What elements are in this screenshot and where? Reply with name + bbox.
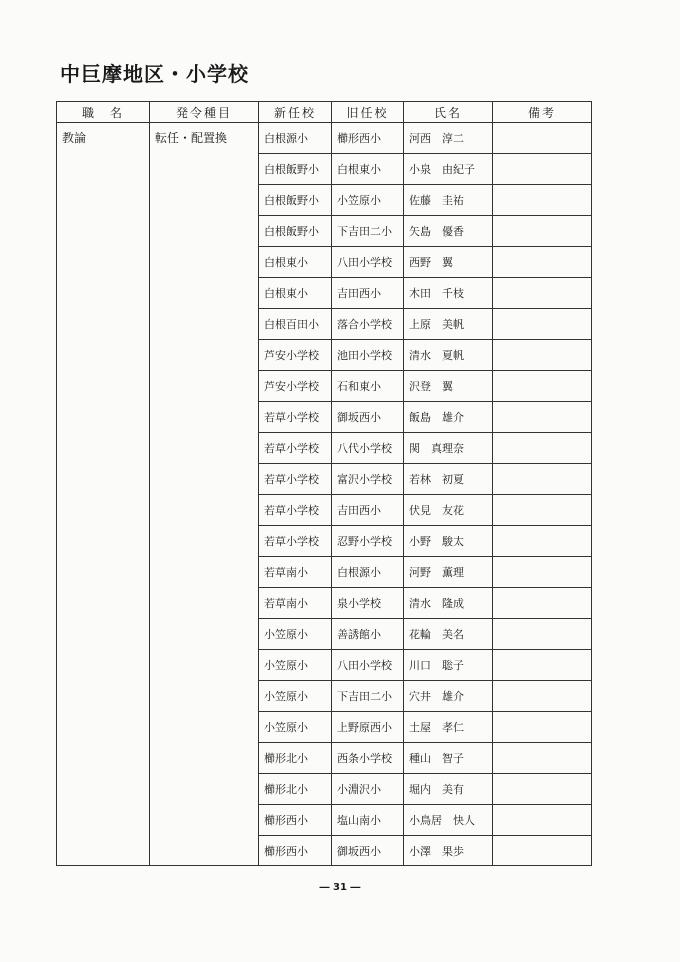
table-header-row xyxy=(57,102,592,123)
new-school-cell: 櫛形西小 xyxy=(259,836,332,866)
note-cell xyxy=(493,712,592,743)
name-cell: 西野 翼 xyxy=(404,247,493,278)
new-school-cell: 若草小学校 xyxy=(259,495,332,526)
old-school-cell: 八田小学校 xyxy=(332,247,404,278)
new-school-cell: 櫛形北小 xyxy=(259,774,332,805)
note-cell xyxy=(493,123,592,154)
old-school-cell: 小笠原小 xyxy=(332,185,404,216)
new-school-cell: 白根源小 xyxy=(259,123,332,154)
header-old-school: 旧任校 xyxy=(332,102,404,123)
note-cell xyxy=(493,526,592,557)
new-school-cell: 若草南小 xyxy=(259,588,332,619)
name-cell: 若林 初夏 xyxy=(404,464,493,495)
note-cell xyxy=(493,464,592,495)
name-cell: 小野 駿太 xyxy=(404,526,493,557)
old-school-cell: 八代小学校 xyxy=(332,433,404,464)
note-cell xyxy=(493,619,592,650)
note-cell xyxy=(493,681,592,712)
old-school-cell: 白根東小 xyxy=(332,154,404,185)
position-cell: 教論 xyxy=(57,123,150,866)
action-type-cell: 転任・配置換 xyxy=(150,123,259,866)
note-cell xyxy=(493,185,592,216)
header-note: 備考 xyxy=(493,102,592,123)
new-school-cell: 白根飯野小 xyxy=(259,154,332,185)
note-cell xyxy=(493,495,592,526)
note-cell xyxy=(493,371,592,402)
note-cell xyxy=(493,805,592,836)
new-school-cell: 芦安小学校 xyxy=(259,340,332,371)
new-school-cell: 白根飯野小 xyxy=(259,185,332,216)
old-school-cell: 西条小学校 xyxy=(332,743,404,774)
old-school-cell: 落合小学校 xyxy=(332,309,404,340)
note-cell xyxy=(493,154,592,185)
note-cell xyxy=(493,836,592,866)
note-cell xyxy=(493,340,592,371)
old-school-cell: 下吉田二小 xyxy=(332,681,404,712)
name-cell: 穴井 雄介 xyxy=(404,681,493,712)
name-cell: 清水 夏帆 xyxy=(404,340,493,371)
old-school-cell: 石和東小 xyxy=(332,371,404,402)
name-cell: 小澤 果歩 xyxy=(404,836,493,866)
note-cell xyxy=(493,309,592,340)
old-school-cell: 塩山南小 xyxy=(332,805,404,836)
new-school-cell: 小笠原小 xyxy=(259,650,332,681)
new-school-cell: 白根東小 xyxy=(259,278,332,309)
old-school-cell: 善誘館小 xyxy=(332,619,404,650)
old-school-cell: 白根源小 xyxy=(332,557,404,588)
name-cell: 河西 淳二 xyxy=(404,123,493,154)
new-school-cell: 櫛形西小 xyxy=(259,805,332,836)
table-row xyxy=(57,123,592,154)
old-school-cell: 小淵沢小 xyxy=(332,774,404,805)
new-school-cell: 小笠原小 xyxy=(259,712,332,743)
old-school-cell: 吉田西小 xyxy=(332,495,404,526)
note-cell xyxy=(493,278,592,309)
new-school-cell: 若草小学校 xyxy=(259,464,332,495)
note-cell xyxy=(493,588,592,619)
name-cell: 上原 美帆 xyxy=(404,309,493,340)
old-school-cell: 上野原西小 xyxy=(332,712,404,743)
old-school-cell: 御坂西小 xyxy=(332,402,404,433)
new-school-cell: 芦安小学校 xyxy=(259,371,332,402)
old-school-cell: 御坂西小 xyxy=(332,836,404,866)
name-cell: 伏見 友花 xyxy=(404,495,493,526)
header-new-school: 新任校 xyxy=(259,102,332,123)
name-cell: 清水 隆成 xyxy=(404,588,493,619)
new-school-cell: 若草南小 xyxy=(259,557,332,588)
name-cell: 沢登 翼 xyxy=(404,371,493,402)
new-school-cell: 小笠原小 xyxy=(259,619,332,650)
note-cell xyxy=(493,216,592,247)
old-school-cell: 忍野小学校 xyxy=(332,526,404,557)
new-school-cell: 白根東小 xyxy=(259,247,332,278)
old-school-cell: 下吉田二小 xyxy=(332,216,404,247)
personnel-table xyxy=(56,101,592,866)
old-school-cell: 富沢小学校 xyxy=(332,464,404,495)
name-cell: 小鳥居 快人 xyxy=(404,805,493,836)
note-cell xyxy=(493,402,592,433)
name-cell: 木田 千枝 xyxy=(404,278,493,309)
new-school-cell: 若草小学校 xyxy=(259,402,332,433)
note-cell xyxy=(493,650,592,681)
new-school-cell: 小笠原小 xyxy=(259,681,332,712)
page-number: ― 31 ― xyxy=(319,882,361,893)
old-school-cell: 吉田西小 xyxy=(332,278,404,309)
new-school-cell: 櫛形北小 xyxy=(259,743,332,774)
name-cell: 河野 薫理 xyxy=(404,557,493,588)
name-cell: 飯島 雄介 xyxy=(404,402,493,433)
note-cell xyxy=(493,774,592,805)
note-cell xyxy=(493,743,592,774)
note-cell xyxy=(493,247,592,278)
name-cell: 堀内 美有 xyxy=(404,774,493,805)
name-cell: 川口 聡子 xyxy=(404,650,493,681)
old-school-cell: 櫛形西小 xyxy=(332,123,404,154)
header-action-type: 発令種目 xyxy=(150,102,259,123)
new-school-cell: 白根飯野小 xyxy=(259,216,332,247)
name-cell: 土屋 孝仁 xyxy=(404,712,493,743)
name-cell: 花輪 美名 xyxy=(404,619,493,650)
old-school-cell: 泉小学校 xyxy=(332,588,404,619)
name-cell: 関 真理奈 xyxy=(404,433,493,464)
note-cell xyxy=(493,557,592,588)
header-position: 職 名 xyxy=(57,102,150,123)
name-cell: 佐藤 圭祐 xyxy=(404,185,493,216)
name-cell: 矢島 優香 xyxy=(404,216,493,247)
new-school-cell: 若草小学校 xyxy=(259,526,332,557)
name-cell: 小泉 由紀子 xyxy=(404,154,493,185)
old-school-cell: 池田小学校 xyxy=(332,340,404,371)
note-cell xyxy=(493,433,592,464)
page-title: 中巨摩地区・小学校 xyxy=(60,62,249,86)
name-cell: 種山 智子 xyxy=(404,743,493,774)
new-school-cell: 若草小学校 xyxy=(259,433,332,464)
old-school-cell: 八田小学校 xyxy=(332,650,404,681)
new-school-cell: 白根百田小 xyxy=(259,309,332,340)
header-name: 氏名 xyxy=(404,102,493,123)
